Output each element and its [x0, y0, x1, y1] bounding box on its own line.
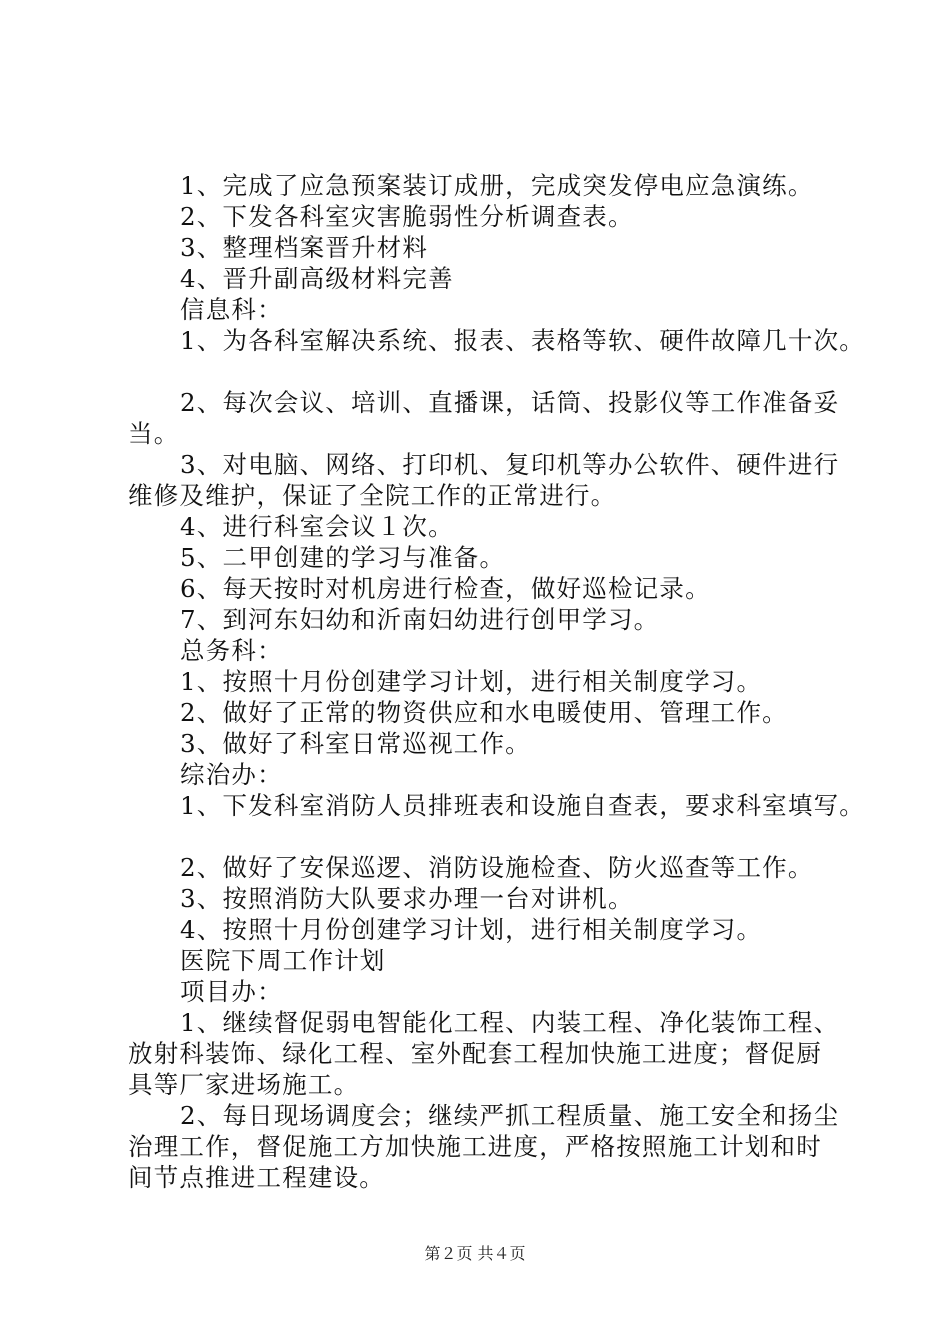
list-item: 4、晋升副高级材料完善 [180, 264, 454, 293]
list-item-continuation: 维修及维护，保证了全院工作的正常进行。 [128, 481, 617, 510]
list-item: 6、每天按时对机房进行检查，做好巡检记录。 [180, 574, 711, 603]
list-item: 1、为各科室解决系统、报表、表格等软、硬件故障几十次。 [180, 326, 865, 355]
list-item: 2、做好了正常的物资供应和水电暖使用、管理工作。 [180, 698, 788, 727]
list-item: 2、做好了安保巡逻、消防设施检查、防火巡查等工作。 [180, 853, 814, 882]
document-body [128, 170, 865, 1193]
list-item: 3、按照消防大队要求办理一台对讲机。 [180, 884, 634, 913]
list-item: 4、按照十月份创建学习计划，进行相关制度学习。 [180, 915, 763, 944]
list-item: 1、按照十月份创建学习计划，进行相关制度学习。 [180, 667, 763, 696]
section-heading: 信息科： [180, 295, 283, 324]
list-item-continuation: 具等厂家进场施工。 [128, 1070, 360, 1099]
list-item: 1、完成了应急预案装订成册，完成突发停电应急演练。 [180, 171, 814, 200]
list-item: 3、整理档案晋升材料 [180, 233, 429, 262]
list-item: 3、做好了科室日常巡视工作。 [180, 729, 531, 758]
section-heading: 项目办： [180, 977, 283, 1006]
list-item: 7、到河东妇幼和沂南妇幼进行创甲学习。 [180, 605, 660, 634]
list-item: 2、下发各科室灾害脆弱性分析调查表。 [180, 202, 634, 231]
list-item-continuation: 当。 [128, 419, 180, 448]
list-item-continuation: 治理工作，督促施工方加快施工进度，严格按照施工计划和时 [128, 1132, 822, 1161]
list-item-continuation: 放射科装饰、绿化工程、室外配套工程加快施工进度；督促厨 [128, 1039, 822, 1068]
list-item: 2、每次会议、培训、直播课，话筒、投影仪等工作准备妥 [180, 388, 840, 417]
list-item: 3、对电脑、网络、打印机、复印机等办公软件、硬件进行 [180, 450, 840, 479]
section-heading: 综治办： [180, 760, 283, 789]
page-footer: 第２页 共４页 [424, 1244, 526, 1263]
section-heading: 总务科： [180, 636, 283, 665]
list-item: 4、进行科室会议１次。 [180, 512, 454, 541]
list-item: 1、下发科室消防人员排班表和设施自查表，要求科室填写。 [180, 791, 865, 820]
list-item: 5、二甲创建的学习与准备。 [180, 543, 506, 572]
list-item-continuation: 间节点推进工程建设。 [128, 1163, 385, 1192]
plan-heading: 医院下周工作计划 [180, 946, 386, 975]
list-item: 1、继续督促弱电智能化工程、内装工程、净化装饰工程、 [180, 1008, 840, 1037]
list-item: 2、每日现场调度会；继续严抓工程质量、施工安全和扬尘 [180, 1101, 840, 1130]
